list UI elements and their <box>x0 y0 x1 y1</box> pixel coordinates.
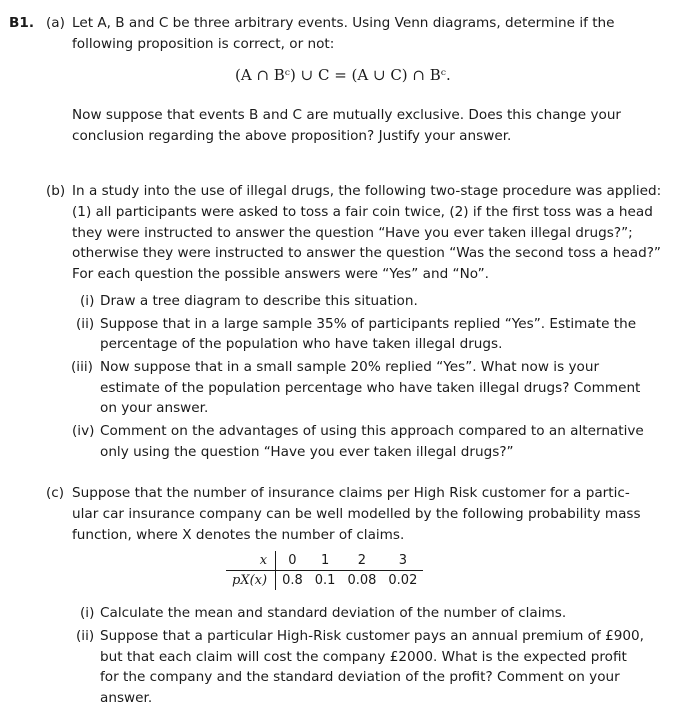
pmf-p-value: 0.8 <box>282 573 303 588</box>
part-c-line-3: function, where X denotes the number of claims. <box>72 527 405 543</box>
part-b-item-iii-label: (iii) <box>71 359 93 375</box>
part-b-item-iii-line-2: estimate of the population percentage who have taken illegal drugs? Comment <box>100 380 641 396</box>
pmf-x-header: x <box>226 551 276 571</box>
part-c-line-2: ular car insurance company can be well modelled by the following probability mass <box>72 506 641 522</box>
part-c-item-i-line-1: Calculate the mean and standard deviation of the number of claims. <box>100 605 567 621</box>
part-c-item-ii-line-3: for the company and the standard deviation of the profit? Comment on your <box>100 669 620 685</box>
part-b-line-3: they were instructed to answer the question “Have you ever taken illegal drugs?”; <box>72 225 633 241</box>
part-b-item-iv-line-2: only using the question “Have you ever taken illegal drugs?” <box>100 444 514 460</box>
pmf-x-value: 3 <box>382 551 423 571</box>
question-number: B1. <box>9 15 34 31</box>
part-b-item-i-label: (i) <box>80 293 95 309</box>
pmf-x-value: 2 <box>341 551 382 571</box>
part-c-item-ii-line-2: but that each claim will cost the company £2000. What is the expected profit <box>100 649 627 665</box>
part-c-item-ii-line-1: Suppose that a particular High-Risk customer pays an annual premium of £900, <box>100 628 645 644</box>
part-c-label: (c) <box>46 485 65 501</box>
part-a-line-1: Let A, B and C be three arbitrary events. Using Venn diagrams, determine if the <box>72 15 615 31</box>
part-c-item-i-label: (i) <box>80 605 95 621</box>
pmf-table <box>226 551 423 590</box>
part-a-line-3: Now suppose that events B and C are mutually exclusive. Does this change your <box>72 107 622 123</box>
part-b-line-1: In a study into the use of illegal drugs, the following two-stage procedure was applied: <box>72 183 662 199</box>
part-b-item-iii-line-1: Now suppose that in a small sample 20% replied “Yes”. What now is your <box>100 359 600 375</box>
part-b-item-i-line-1: Draw a tree diagram to describe this situation. <box>100 293 418 309</box>
pmf-p-value: 0.1 <box>314 573 336 588</box>
pmf-x-value: 0 <box>276 551 309 571</box>
part-b-item-iv-label: (iv) <box>72 423 95 439</box>
part-b-line-4: otherwise they were instructed to answer the question “Was the second toss a head?” <box>72 245 661 261</box>
part-a-label: (a) <box>46 15 65 31</box>
part-a-line-2: following proposition is correct, or not: <box>72 36 335 52</box>
part-b-item-ii-line-1: Suppose that in a large sample 35% of participants replied “Yes”. Estimate the <box>100 316 637 332</box>
part-b-item-ii-line-2: percentage of the population who have taken illegal drugs. <box>100 336 503 352</box>
part-c-item-ii-line-4: answer. <box>100 690 153 706</box>
pmf-p-value: 0.08 <box>347 573 377 588</box>
part-b-line-2: (1) all participants were asked to toss a fair coin twice, (2) if the first toss was a head <box>72 204 653 220</box>
set-equation: (A ∩ Bᶜ) ∪ C = (A ∪ C) ∩ Bᶜ. <box>235 66 451 84</box>
part-b-item-iv-line-1: Comment on the advantages of using this approach compared to an alternative <box>100 423 644 439</box>
part-c-item-ii-label: (ii) <box>76 628 95 644</box>
part-b-label: (b) <box>46 183 66 199</box>
part-b-item-ii-label: (ii) <box>76 316 95 332</box>
part-a-line-4: conclusion regarding the above proposition? Justify your answer. <box>72 128 512 144</box>
part-b-line-5: For each question the possible answers were “Yes” and “No”. <box>72 266 489 282</box>
part-b-item-iii-line-3: on your answer. <box>100 400 209 416</box>
part-c-line-1: Suppose that the number of insurance claims per High Risk customer for a partic- <box>72 485 630 501</box>
pmf-x-value: 1 <box>309 551 342 571</box>
pmf-p-value: 0.02 <box>388 573 418 588</box>
pmf-p-header: pX(x) <box>226 571 276 591</box>
